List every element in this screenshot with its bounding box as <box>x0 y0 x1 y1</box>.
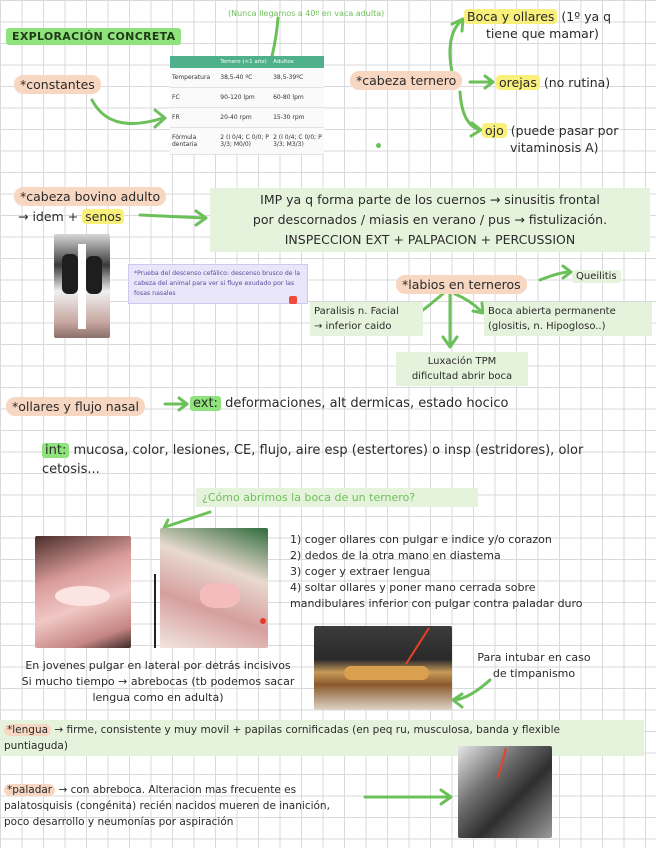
table-cell: FC <box>170 88 218 108</box>
boca-ollares-note: Boca y ollares (1º ya q tiene que mamar) <box>464 8 654 42</box>
table-cell: Fórmula dentaria <box>170 128 218 155</box>
table-cell: Temperatura <box>170 68 218 88</box>
abrebocas-photo <box>314 626 452 710</box>
arrow-ojo <box>460 92 480 130</box>
table-header: Ternero (<1 año) <box>218 56 271 68</box>
ollares-label: *ollares y flujo nasal <box>6 398 145 415</box>
mouth-open-photo-2 <box>160 528 268 648</box>
table-cell: FR <box>170 108 218 128</box>
mouth-open-photo-1 <box>35 536 131 648</box>
arrow-boca <box>450 20 462 72</box>
ollares-ext: ext: deformaciones, alt dermicas, estado hocico <box>190 395 508 412</box>
list-item: 2) dedos de la otra mano en diastema <box>290 549 501 562</box>
table-cell: 38,5-39ºC <box>271 68 324 88</box>
table-row <box>170 68 324 88</box>
entubar-note: Para intubar en caso de timpanismo <box>477 651 591 680</box>
table-cell: 38,5-40 ºC <box>218 68 271 88</box>
cow-head-photo <box>54 234 110 338</box>
table-header: Adultos <box>271 56 324 68</box>
paladar-photo <box>458 746 552 838</box>
list-item: 1) coger ollares con pulgar e indice y/o corazon <box>290 533 552 546</box>
nunca-note: (Nunca llegamos a 40º en vaca adulta) <box>228 9 385 18</box>
queilitis-note: Queilitis <box>572 268 621 285</box>
jovenes-note: En jovenes pulgar en lateral por detrás incisivos Si mucho tiempo → abrebocas (tb podemos sacar lengua como en adulta) <box>21 659 295 704</box>
table-cell: 15-30 rpm <box>271 108 324 128</box>
list-item: mandibulares inferior con pulgar contra paladar duro <box>290 597 583 610</box>
table-cell: 60-80 lpm <box>271 88 324 108</box>
table-cell: 90-120 lpm <box>218 88 271 108</box>
table-row <box>170 88 324 108</box>
table-row <box>170 108 324 128</box>
labios-label: *labios en terneros <box>396 276 527 293</box>
orejas-note: orejas (no rutina) <box>496 74 610 91</box>
bovino-adulto-label: *cabeza bovino adulto <box>14 188 166 205</box>
list-item: 4) soltar ollares y poner mano cerrada sobre <box>290 581 536 594</box>
list-item: 3) coger y extraer lengua <box>290 565 431 578</box>
ojo-note: ojo (puede pasar por vitaminosis A) <box>482 122 652 156</box>
table-row <box>170 128 324 155</box>
arrow-queilitis <box>540 272 570 280</box>
sinusitis-note: IMP ya q forma parte de los cuernos → sinusitis frontal por descornados / miasis en verano / pus → fistulización. INSPECCION EXT + PALPACION + PERCUSSION <box>210 188 650 252</box>
vital-signs-table <box>170 56 324 155</box>
abrir-boca-steps <box>290 532 650 612</box>
table-header-row <box>170 56 324 68</box>
table-header <box>170 56 218 68</box>
descenso-cefalico-note: *Prueba del descenso cefálico: descenso brusco de la cabeza del animal para ver si fluye exudado por las fosas nasales <box>128 264 308 304</box>
divider-line <box>154 574 156 648</box>
boca-abierta-note: Boca abierta permanente (glositis, n. Hipogloso..) <box>484 302 652 336</box>
lengua-note: *lengua → firme, consistente y muy movil + papilas cornificadas (en peq ru, musculosa, banda y flexible puntiaguda) <box>0 720 644 756</box>
paralisis-note: Paralisis n. Facial → inferior caido <box>310 302 423 336</box>
dot-marker <box>376 143 381 148</box>
idem-senos: → idem + senos <box>18 208 124 225</box>
table-cell: 2 (I 0/4; C 0/0; P 3/3; M0/0) <box>218 128 271 155</box>
page-title: EXPLORACIÓN CONCRETA <box>6 28 181 45</box>
cabeza-ternero-label: *cabeza ternero <box>350 72 462 89</box>
ollares-int: int: mucosa, color, lesiones, CE, flujo, aire esp (estertores) o insp (estridores), olor cetosis... <box>42 443 584 477</box>
luxacion-note: Luxación TPM dificultad abrir boca <box>396 352 528 386</box>
note-marker-icon <box>289 296 297 304</box>
abrir-boca-question: ¿Cómo abrimos la boca de un ternero? <box>196 488 478 507</box>
arrow-senos <box>140 215 205 218</box>
table-cell: 20-40 rpm <box>218 108 271 128</box>
table-cell: 2 (I 0/4; C 0/0; P 3/3; M3/3) <box>271 128 324 155</box>
constantes-label: *constantes <box>14 76 101 93</box>
paladar-note: *paladar → con abreboca. Alteracion mas frecuente es palatosquisis (congénita) recién nacidos mueren de inanición, poco desarrollo y neumonías por aspiración <box>4 784 330 828</box>
arrow-constantes <box>92 100 163 124</box>
